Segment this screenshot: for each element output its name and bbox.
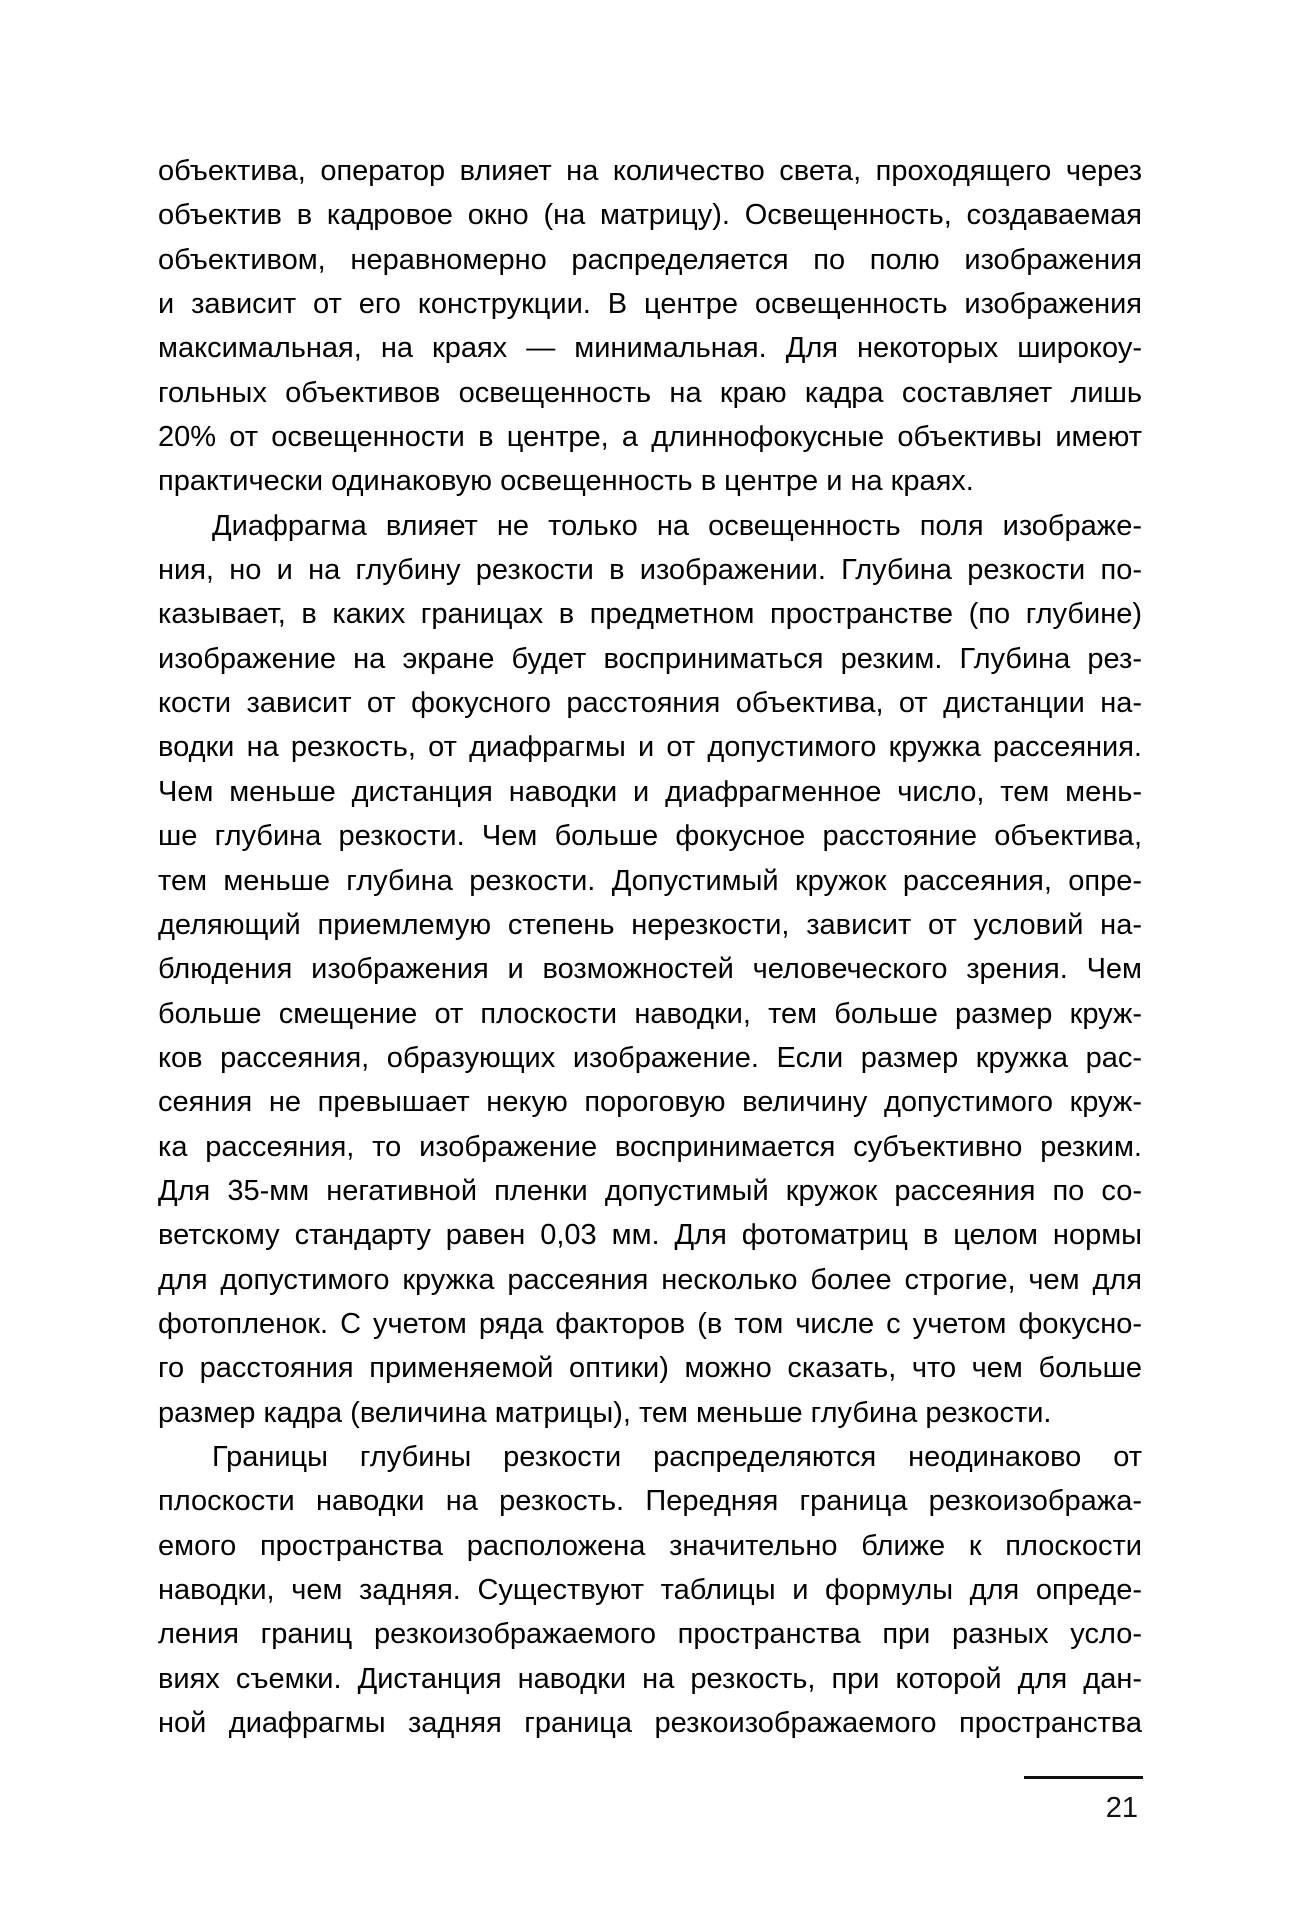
text-line: наводки, чем задняя. Существуют таблицы и формулы для опреде- bbox=[158, 1574, 1142, 1606]
body-text bbox=[158, 149, 1142, 1745]
text-line: практически одинаковую освещенность в центре и на краях. bbox=[158, 465, 974, 498]
text-line: ков рассеяния, образующих изображение. Если размер кружка рас- bbox=[158, 1041, 1142, 1074]
text-line: гольных объективов освещенность на краю кадра составляет лишь bbox=[158, 376, 1142, 409]
text-line: объектив в кадровое окно (на матрицу). Освещенность, создаваемая bbox=[158, 199, 1142, 232]
paragraph bbox=[158, 504, 1142, 1435]
text-line: тем меньше глубина резкости. Допустимый кружок рассеяния, опре- bbox=[158, 864, 1142, 897]
text-line: водки на резкость, от диафрагмы и от допустимого кружка рассеяния. bbox=[158, 731, 1142, 764]
footer-rule bbox=[1024, 1776, 1143, 1779]
text-line: Границы глубины резкости распределяются неодинаково от bbox=[212, 1440, 1142, 1473]
text-line: плоскости наводки на резкость. Передняя граница резкоизобража- bbox=[158, 1485, 1142, 1518]
text-line: и зависит от его конструкции. В центре освещенность изображения bbox=[158, 288, 1142, 321]
text-line: виях съемки. Дистанция наводки на резкость, при которой для дан- bbox=[158, 1662, 1142, 1695]
paragraph bbox=[158, 149, 1142, 504]
text-line: Для 35-мм негативной пленки допустимый кружок рассеяния по со- bbox=[158, 1174, 1142, 1207]
text-line: ния, но и на глубину резкости в изображении. Глубина резкости по- bbox=[158, 554, 1142, 587]
text-line: размер кадра (величина матрицы), тем меньше глубина резкости. bbox=[158, 1396, 1052, 1429]
text-line: объективом, неравномерно распределяется по полю изображения bbox=[158, 243, 1142, 276]
text-line: ше глубина резкости. Чем больше фокусное расстояние объектива, bbox=[158, 820, 1142, 853]
text-line: кости зависит от фокусного расстояния объектива, от дистанции на- bbox=[158, 687, 1142, 720]
text-line: блюдения изображения и возможностей человеческого зрения. Чем bbox=[158, 953, 1142, 986]
text-line: емого пространства расположена значительно ближе к плоскости bbox=[158, 1529, 1142, 1562]
text-line: для допустимого кружка рассеяния несколько более строгие, чем для bbox=[158, 1263, 1142, 1296]
text-line: сеяния не превышает некую пороговую величину допустимого круж- bbox=[158, 1086, 1142, 1119]
paragraph bbox=[158, 1435, 1142, 1745]
text-line: 20% от освещенности в центре, а длиннофокусные объективы имеют bbox=[158, 421, 1142, 454]
text-line: объектива, оператор влияет на количество света, проходящего через bbox=[158, 155, 1142, 187]
text-line: ка рассеяния, то изображение воспринимается субъективно резким. bbox=[158, 1130, 1142, 1163]
text-line: максимальная, на краях — минимальная. Для некоторых широкоу- bbox=[158, 332, 1142, 365]
text-line: казывает, в каких границах в предметном пространстве (по глубине) bbox=[158, 598, 1142, 631]
text-line: Чем меньше дистанция наводки и диафрагменное число, тем мень- bbox=[158, 775, 1142, 808]
text-line: изображение на экране будет восприниматься резким. Глубина рез- bbox=[158, 642, 1142, 675]
text-line: ления границ резкоизображаемого пространства при разных усло- bbox=[158, 1618, 1142, 1651]
text-line: го расстояния применяемой оптики) можно сказать, что чем больше bbox=[158, 1352, 1142, 1385]
page-number: 21 bbox=[1105, 1792, 1138, 1824]
text-line: Диафрагма влияет не только на освещенность поля изображе- bbox=[212, 509, 1142, 542]
text-line: ветскому стандарту равен 0,03 мм. Для фотоматриц в целом нормы bbox=[158, 1219, 1142, 1252]
text-line: деляющий приемлемую степень нерезкости, зависит от условий на- bbox=[158, 908, 1142, 941]
text-line: фотопленок. С учетом ряда факторов (в том числе с учетом фокусно- bbox=[158, 1307, 1142, 1340]
text-line: ной диафрагмы задняя граница резкоизображаемого пространства bbox=[158, 1707, 1142, 1740]
text-line: больше смещение от плоскости наводки, тем больше размер круж- bbox=[158, 997, 1142, 1030]
